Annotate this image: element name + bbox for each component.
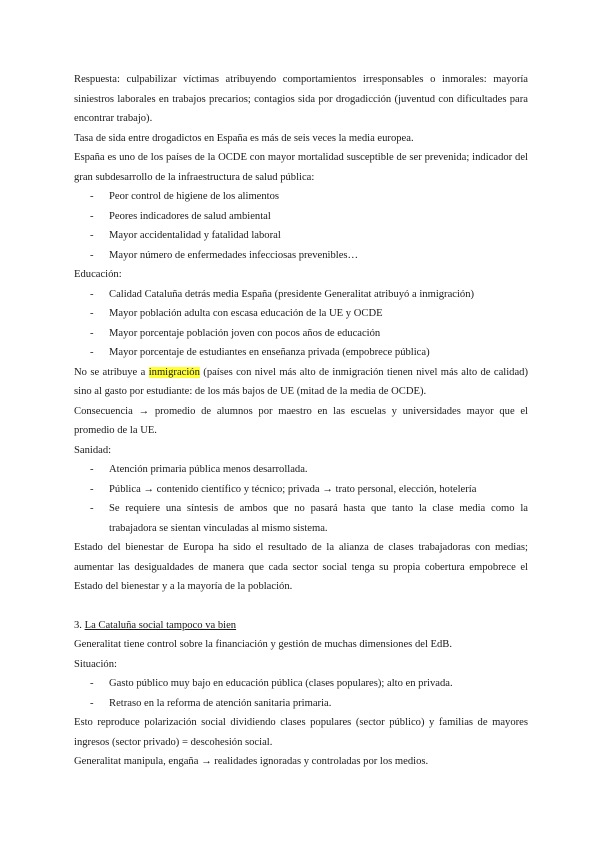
dash-marker: -: [90, 191, 94, 202]
list-item: [74, 480, 528, 500]
dash-marker: -: [90, 483, 94, 495]
paragraph-consecuencia: Consecuencia → promedio de alumnos por maestro en las escuelas y universidades mayor que el promedio de la UE.: [74, 405, 528, 436]
dash-marker: -: [90, 230, 94, 241]
list-item: [74, 187, 528, 207]
dash-marker: -: [90, 678, 94, 689]
dash-marker: -: [90, 249, 94, 261]
list-item-text: Calidad Cataluña detrás media España (presidente Generalitat atribuyó a inmigración): [109, 288, 475, 300]
list-item: [74, 207, 528, 227]
highlighted-word: inmigración: [148, 366, 200, 378]
list-educacion: [74, 285, 528, 363]
section-heading: [74, 616, 528, 636]
list-item-text: Atención primaria pública menos desarrollada.: [109, 464, 308, 475]
paragraph-inmigracion: [74, 363, 528, 402]
paragraph-respuesta: Respuesta: culpabilizar víctimas atribuyendo comportamientos irresponsables o inmorales: mayoría siniestros laborales en trabajos precarios; contagios sida por drogadicción (juventud con dificultades para encontrar trabajo).: [74, 74, 528, 124]
document-body: [74, 70, 528, 772]
section-title: La Cataluña social tampoco va bien: [84, 619, 237, 631]
text-segment: No se atribuye a: [74, 366, 149, 378]
list-item-text: Mayor número de enfermedades infecciosas prevenibles…: [109, 249, 359, 261]
paragraph-generalitat-control: Generalitat tiene control sobre la financiación y gestión de muchas dimensiones del EdB.: [74, 639, 453, 650]
dash-marker: -: [90, 288, 94, 300]
list-item-text: Retraso en la reforma de atención sanitaria primaria.: [109, 697, 332, 709]
list-salud-publica: [74, 187, 528, 265]
list-item: [74, 246, 528, 266]
list-item: [74, 285, 528, 305]
paragraph-mortalidad: España es uno de los países de la OCDE con mayor mortalidad susceptible de ser prevenida; indicador del gran subdesarrollo de la infraestructura de salud pública:: [74, 152, 528, 183]
list-item: [74, 499, 528, 538]
list-situacion: [74, 674, 528, 713]
dash-marker: -: [90, 697, 94, 709]
list-sanidad: [74, 460, 528, 538]
dash-marker: -: [90, 327, 94, 339]
dash-marker: -: [90, 347, 94, 358]
list-item: [74, 226, 528, 246]
paragraph-tasa-sida: Tasa de sida entre drogadictos en España es más de seis veces la media europea.: [74, 132, 414, 144]
paragraph-estado-bienestar: Estado del bienestar de Europa ha sido el resultado de la alianza de clases trabajadoras con medias; aumentar las desigualdades de manera que cada sector social tenga su propia cobertura empobrece el Estado del bienestar y a la mayoría de la población.: [74, 542, 528, 592]
text-segment: (países con nivel más alto de inmigración tienen nivel más alto de calidad) sino al gasto por estudiante: de los más bajos de UE (mitad de la media de OCDE).: [74, 366, 528, 397]
section-spacer: [74, 597, 528, 616]
list-item-text: Mayor accidentalidad y fatalidad laboral: [109, 230, 281, 241]
dash-marker: -: [90, 308, 94, 319]
paragraph-generalitat-manipula: Generalitat manipula, engaña → realidades ignoradas y controladas por los medios.: [74, 756, 429, 767]
list-item: [74, 674, 528, 694]
list-item: [74, 304, 528, 324]
list-item: [74, 343, 528, 363]
list-item: [74, 324, 528, 344]
section-number: 3.: [74, 619, 85, 631]
heading-sanidad: Sanidad:: [74, 444, 112, 456]
list-item-text: Gasto público muy bajo en educación pública (clases populares); alto en privada.: [109, 678, 453, 689]
list-item-text: Mayor población adulta con escasa educación de la UE y OCDE: [109, 308, 383, 319]
dash-marker: -: [90, 503, 94, 514]
list-item-text: Peor control de higiene de los alimentos: [109, 191, 280, 202]
heading-educacion: Educación:: [74, 269, 122, 280]
heading-situacion: Situación:: [74, 658, 117, 670]
list-item: [74, 460, 528, 480]
list-item: [74, 694, 528, 714]
list-item-text: Mayor porcentaje población joven con pocos años de educación: [109, 327, 381, 339]
paragraph-polarizacion: Esto reproduce polarización social dividiendo clases populares (sector público) y familias de mayores ingresos (sector privado) = descohesión social.: [74, 717, 528, 748]
list-item-text: Se requiere una síntesis de ambos que no pasará hasta que tanto la clase media como la trabajadora se sientan vinculadas al mismo sistema.: [109, 503, 528, 534]
list-item-text: Mayor porcentaje de estudiantes en enseñanza privada (empobrece pública): [109, 347, 430, 358]
list-item-text: Pública → contenido científico y técnico; privada → trato personal, elección, hotelería: [109, 483, 477, 495]
dash-marker: -: [90, 464, 94, 475]
dash-marker: -: [90, 210, 94, 222]
list-item-text: Peores indicadores de salud ambiental: [109, 210, 271, 222]
